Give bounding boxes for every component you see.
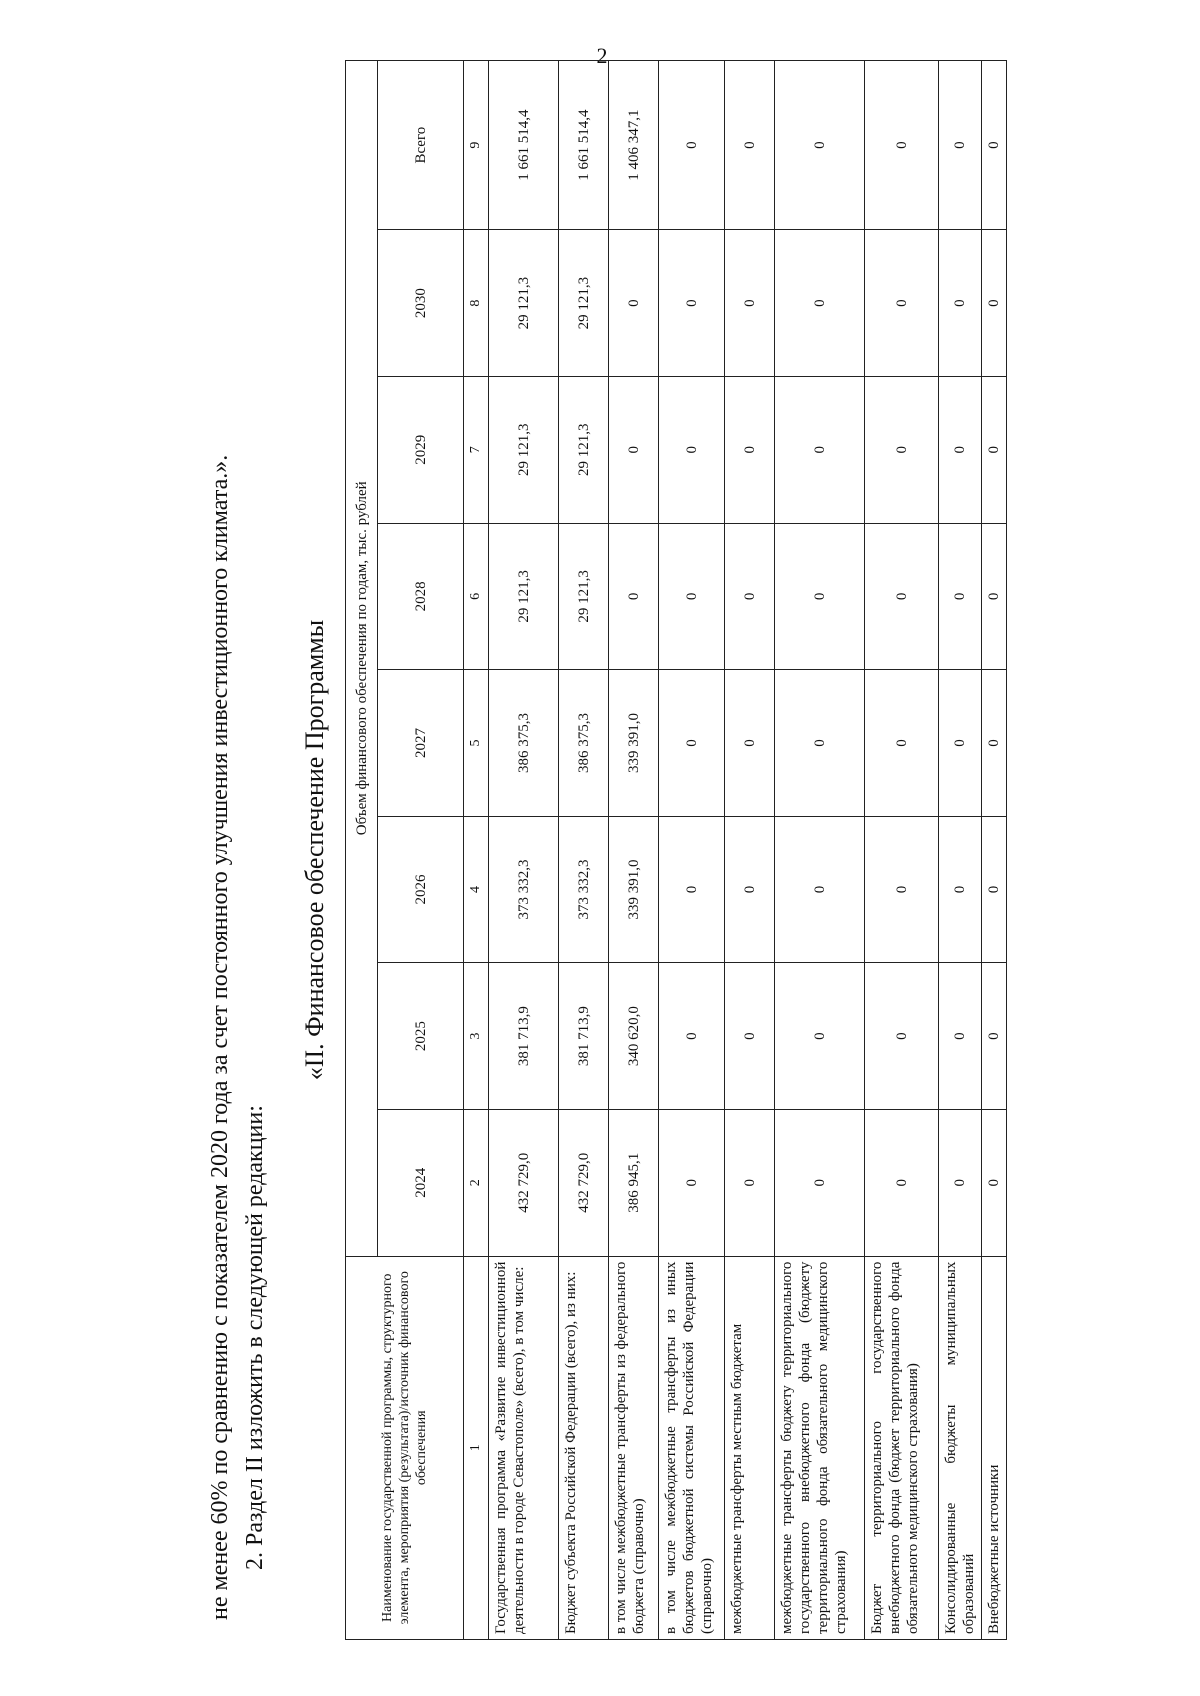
row-value-cell: 29 121,3 <box>489 230 559 377</box>
row-value-cell: 0 <box>939 816 982 963</box>
header-group-cell: Объем финансового обеспечения по годам, тыс. рублей <box>346 61 378 1257</box>
row-value-cell: 0 <box>775 963 865 1110</box>
row-name-cell: межбюджетные трансферты бюджету территориального государственного внебюджетного фонда (бюджету территориального фонда обязательного медицинского страхования) <box>775 1256 865 1639</box>
column-index-cell: 7 <box>464 376 489 523</box>
header-year-cell: 2029 <box>378 376 464 523</box>
column-index-cell: 3 <box>464 963 489 1110</box>
row-value-cell: 0 <box>775 376 865 523</box>
column-index-cell: 5 <box>464 670 489 817</box>
intro-line-2: 2. Раздел II изложить в следующей редакции: <box>242 1105 268 1570</box>
column-index-cell: 2 <box>464 1109 489 1256</box>
row-value-cell: 386 375,3 <box>559 670 609 817</box>
table-row <box>865 61 939 1640</box>
row-value-cell: 0 <box>865 963 939 1110</box>
row-value-cell: 0 <box>775 670 865 817</box>
row-value-cell: 373 332,3 <box>489 816 559 963</box>
row-value-cell: 0 <box>982 816 1007 963</box>
row-total-cell: 0 <box>725 61 775 230</box>
column-index-cell: 9 <box>464 61 489 230</box>
row-name-cell: Консолидированные бюджеты муниципальных образований <box>939 1256 982 1639</box>
row-value-cell: 0 <box>609 376 659 523</box>
column-index-cell: 4 <box>464 816 489 963</box>
header-year-cell: 2025 <box>378 963 464 1110</box>
row-total-cell: 0 <box>775 61 865 230</box>
row-total-cell: 0 <box>865 61 939 230</box>
row-value-cell: 0 <box>939 230 982 377</box>
row-value-cell: 0 <box>659 230 725 377</box>
table-row <box>725 61 775 1640</box>
row-value-cell: 0 <box>725 1109 775 1256</box>
row-value-cell: 0 <box>775 523 865 670</box>
header-year-cell: 2030 <box>378 230 464 377</box>
row-name-cell: Внебюджетные источники <box>982 1256 1007 1639</box>
row-value-cell: 0 <box>939 670 982 817</box>
row-name-cell: в том числе межбюджетные трансферты из федерального бюджета (справочно) <box>609 1256 659 1639</box>
row-total-cell: 1 406 347,1 <box>609 61 659 230</box>
table-row <box>609 61 659 1640</box>
row-value-cell: 0 <box>659 963 725 1110</box>
row-value-cell: 0 <box>982 230 1007 377</box>
row-value-cell: 0 <box>939 523 982 670</box>
row-value-cell: 0 <box>939 1109 982 1256</box>
row-value-cell: 0 <box>609 523 659 670</box>
table-row <box>775 61 865 1640</box>
row-value-cell: 339 391,0 <box>609 670 659 817</box>
financing-table <box>345 60 1007 1640</box>
row-value-cell: 29 121,3 <box>559 376 609 523</box>
row-value-cell: 0 <box>725 963 775 1110</box>
page-number: 2 <box>596 43 608 68</box>
row-value-cell: 0 <box>982 670 1007 817</box>
row-value-cell: 0 <box>659 1109 725 1256</box>
row-value-cell: 0 <box>725 670 775 817</box>
row-value-cell: 0 <box>659 816 725 963</box>
row-value-cell: 0 <box>865 523 939 670</box>
row-value-cell: 29 121,3 <box>489 523 559 670</box>
row-value-cell: 29 121,3 <box>559 230 609 377</box>
row-value-cell: 0 <box>775 230 865 377</box>
header-name-cell: Наименование государственной программы, структурного элемента, мероприятия (результата)/источник финансового обеспечения <box>346 1256 464 1639</box>
table-row <box>982 61 1007 1640</box>
column-index-cell: 6 <box>464 523 489 670</box>
row-value-cell: 0 <box>865 376 939 523</box>
row-value-cell: 0 <box>659 376 725 523</box>
row-name-cell: в том числе межбюджетные трансферты из иных бюджетов бюджетной системы Российской Федерации (справочно) <box>659 1256 725 1639</box>
row-value-cell: 386 945,1 <box>609 1109 659 1256</box>
table-body <box>489 61 1007 1640</box>
row-value-cell: 0 <box>865 230 939 377</box>
row-value-cell: 0 <box>939 963 982 1110</box>
row-total-cell: 0 <box>939 61 982 230</box>
row-value-cell: 29 121,3 <box>559 523 609 670</box>
row-value-cell: 0 <box>725 523 775 670</box>
row-value-cell: 0 <box>982 1109 1007 1256</box>
row-name-cell: Бюджет территориального государственного внебюджетного фонда (бюджет территориального фонда обязательного медицинского страхования) <box>865 1256 939 1639</box>
row-value-cell: 0 <box>865 816 939 963</box>
row-value-cell: 0 <box>725 816 775 963</box>
row-value-cell: 0 <box>725 376 775 523</box>
row-total-cell: 0 <box>982 61 1007 230</box>
intro-line-1: не менее 60% по сравнению с показателем 2020 года за счет постоянного улучшения инвестиционного климата.». <box>207 454 233 1620</box>
row-value-cell: 339 391,0 <box>609 816 659 963</box>
row-name-cell: Государственная программа «Развитие инвестиционной деятельности в городе Севастополе» (всего), в том числе: <box>489 1256 559 1639</box>
row-value-cell: 0 <box>659 523 725 670</box>
table-row <box>559 61 609 1640</box>
row-value-cell: 0 <box>865 670 939 817</box>
row-value-cell: 29 121,3 <box>489 376 559 523</box>
row-value-cell: 373 332,3 <box>559 816 609 963</box>
header-year-cell: 2028 <box>378 523 464 670</box>
row-value-cell: 0 <box>982 376 1007 523</box>
header-year-cell: 2026 <box>378 816 464 963</box>
row-name-cell: межбюджетные трансферты местным бюджетам <box>725 1256 775 1639</box>
row-value-cell: 381 713,9 <box>559 963 609 1110</box>
row-value-cell: 0 <box>659 670 725 817</box>
row-value-cell: 0 <box>865 1109 939 1256</box>
header-total-cell: Всего <box>378 61 464 230</box>
section-title: «II. Финансовое обеспечение Программы <box>300 619 329 1081</box>
column-index-cell: 8 <box>464 230 489 377</box>
header-year-cell: 2027 <box>378 670 464 817</box>
table-row <box>939 61 982 1640</box>
rotated-content <box>0 60 1000 1640</box>
column-index-cell: 1 <box>464 1256 489 1639</box>
row-value-cell: 0 <box>939 376 982 523</box>
row-value-cell: 0 <box>725 230 775 377</box>
row-value-cell: 386 375,3 <box>489 670 559 817</box>
row-total-cell: 1 661 514,4 <box>559 61 609 230</box>
row-total-cell: 1 661 514,4 <box>489 61 559 230</box>
row-value-cell: 432 729,0 <box>559 1109 609 1256</box>
header-year-cell: 2024 <box>378 1109 464 1256</box>
table-row <box>489 61 559 1640</box>
row-value-cell: 432 729,0 <box>489 1109 559 1256</box>
row-value-cell: 0 <box>982 523 1007 670</box>
row-value-cell: 0 <box>775 1109 865 1256</box>
row-value-cell: 0 <box>609 230 659 377</box>
row-value-cell: 340 620,0 <box>609 963 659 1110</box>
row-name-cell: Бюджет субъекта Российской Федерации (всего), из них: <box>559 1256 609 1639</box>
row-value-cell: 0 <box>775 816 865 963</box>
row-total-cell: 0 <box>659 61 725 230</box>
table-row <box>659 61 725 1640</box>
row-value-cell: 381 713,9 <box>489 963 559 1110</box>
row-value-cell: 0 <box>982 963 1007 1110</box>
